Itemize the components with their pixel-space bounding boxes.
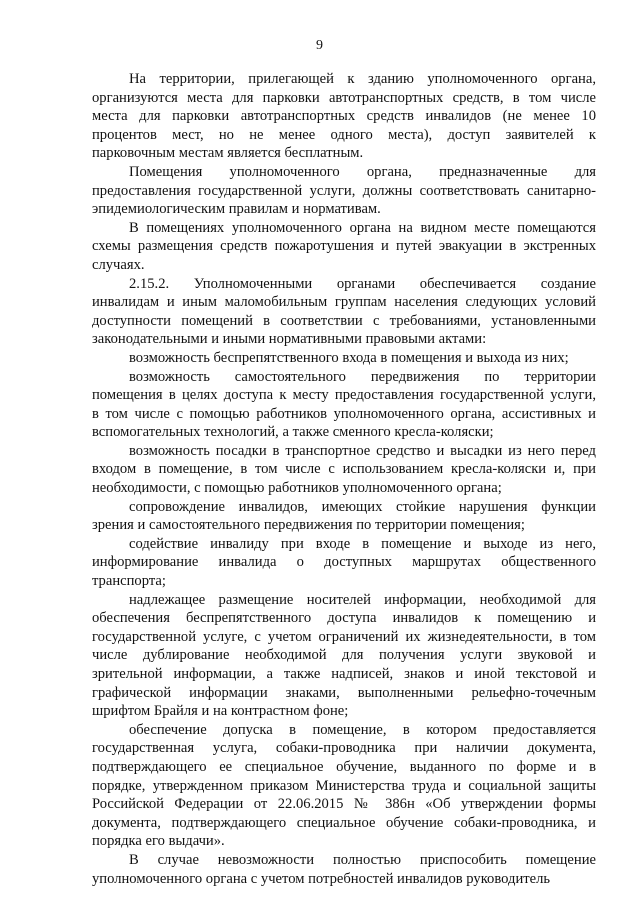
text-line-content: возможность беспрепятственного входа в помещения и выхода из них; [129, 349, 569, 366]
text-line [92, 405, 596, 424]
text-line [92, 237, 596, 256]
text-line [92, 814, 596, 833]
text-line [92, 423, 596, 442]
text-line-content: инвалидам и иным маломобильным группам населения следующих условий [92, 294, 596, 311]
text-line-content: необходимости, с помощью работников уполномоченного органа; [92, 480, 502, 497]
text-line [92, 312, 596, 331]
text-line-content: информирование инвалида о доступных маршрутах общественного [92, 554, 596, 571]
text-line [92, 144, 596, 163]
page-number: 9 [316, 38, 323, 53]
text-line [92, 665, 596, 684]
text-line [92, 293, 596, 312]
text-line-content: порядка его выдачи». [92, 833, 225, 850]
text-line [92, 702, 596, 721]
text-line [92, 832, 596, 851]
text-line [92, 256, 596, 275]
paragraph [92, 721, 596, 851]
text-line-content: числе дублирование необходимой для получения услуги звуковой и [92, 647, 596, 664]
text-line [92, 386, 596, 405]
text-line [92, 777, 596, 796]
text-line [92, 739, 596, 758]
text-line-content: государственная услуга, собаки-проводника при наличии документа, [92, 740, 596, 757]
text-line [92, 89, 596, 108]
text-line [92, 442, 596, 461]
text-line [92, 275, 596, 294]
text-line-content: 2.15.2. Уполномоченными органами обеспечивается создание [129, 275, 596, 292]
text-line-content: законодательными и иными нормативными правовыми актами: [92, 331, 487, 348]
text-line-content: помещения в целях доступа к месту предоставления государственной услуги, [92, 387, 596, 404]
text-line [92, 684, 596, 703]
text-line-content: документа, подтверждающего специальное обучение собаки-проводника, и [92, 814, 596, 831]
text-line-content: схемы размещения средств пожаротушения и путей эвакуации в экстренных [92, 238, 596, 255]
text-line-content: эпидемиологическим правилам и нормативам. [92, 201, 381, 218]
document-body [92, 70, 596, 888]
text-line [92, 591, 596, 610]
text-line-content: предоставления государственной услуги, должны соответствовать санитарно- [92, 182, 596, 199]
text-line-content: графической информации знаками, выполненными рельефно-точечным [92, 684, 596, 701]
paragraph [92, 70, 596, 163]
paragraph [92, 219, 596, 275]
text-line-content: входом в помещение, в том числе с использованием кресла-коляски и, при [92, 461, 596, 478]
paragraph [92, 163, 596, 219]
text-line [92, 349, 596, 368]
text-line-content: парковочным местам является бесплатным. [92, 145, 364, 162]
text-line-content: обеспечение допуска в помещение, в котором предоставляется [129, 721, 596, 738]
text-line-content: порядке, утвержденном приказом Министерства труда и социальной защиты [92, 777, 596, 794]
text-line [92, 758, 596, 777]
paragraph [92, 851, 596, 888]
text-line-content: В случае невозможности полностью приспособить помещение [129, 851, 596, 868]
text-line-content: подтверждающего ее специальное обучение, выданного по форме и в [92, 758, 596, 775]
text-line [92, 479, 596, 498]
paragraph [92, 591, 596, 721]
text-line-content: содействие инвалиду при входе в помещение и выходе из него, [129, 535, 596, 552]
text-line-content: в том числе с помощью работников уполномоченного органа, ассистивных и [92, 405, 596, 422]
text-line-content: Помещения уполномоченного органа, предназначенные для [129, 163, 596, 180]
paragraph [92, 275, 596, 349]
text-line [92, 182, 596, 201]
text-line [92, 330, 596, 349]
text-line [92, 498, 596, 517]
text-line [92, 851, 596, 870]
text-line-content: шрифтом Брайля и на контрастном фоне; [92, 703, 349, 720]
text-line [92, 646, 596, 665]
text-line [92, 70, 596, 89]
text-line-content: зрения и самостоятельного передвижения по территории помещения; [92, 517, 525, 534]
text-line [92, 163, 596, 182]
text-line-content: организуются места для парковки автотранспортных средств, в том числе [92, 89, 596, 106]
text-line-content: доступности помещений в соответствии с требованиями, установленными [92, 312, 596, 329]
text-line [92, 126, 596, 145]
text-line-content: возможность самостоятельного передвижения по территории [129, 368, 596, 385]
text-line [92, 721, 596, 740]
paragraph [92, 535, 596, 591]
text-line [92, 516, 596, 535]
text-line-content: уполномоченного органа с учетом потребностей инвалидов руководитель [92, 870, 551, 887]
text-line [92, 219, 596, 238]
paragraph [92, 442, 596, 498]
paragraph [92, 349, 596, 368]
text-line-content: На территории, прилегающей к зданию уполномоченного органа, [129, 71, 596, 87]
text-line [92, 107, 596, 126]
text-line-content: надлежащее размещение носителей информации, необходимой для [129, 591, 596, 608]
text-line [92, 609, 596, 628]
text-line [92, 572, 596, 591]
text-line-content: В помещениях уполномоченного органа на видном месте помещаются [129, 219, 596, 236]
text-line-content: случаях. [92, 256, 145, 273]
text-line-content: государственной услуге, с учетом ограничений их жизнедеятельности, в том [92, 628, 596, 645]
text-line-content: обеспечения беспрепятственного доступа инвалидов к помещению и [92, 610, 596, 627]
text-line [92, 553, 596, 572]
text-line-content: вспомогательных технологий, а также сменного кресла-коляски; [92, 424, 494, 441]
text-line-content: зрительной информации, а также надписей, знаков и иной текстовой и [92, 666, 596, 682]
text-line [92, 200, 596, 219]
text-line-content: транспорта; [92, 573, 166, 590]
text-line [92, 460, 596, 479]
text-line [92, 628, 596, 647]
text-line-content: места для парковки автотранспортных средств инвалидов (не менее 10 [92, 108, 596, 125]
text-line [92, 870, 596, 889]
paragraph [92, 498, 596, 535]
text-line [92, 535, 596, 554]
text-line-content: процентов мест, но не менее одного места), доступ заявителей к [92, 126, 596, 143]
text-line-content: Российской Федерации от 22.06.2015 № 386н «Об утверждении формы [92, 796, 596, 813]
text-line [92, 795, 596, 814]
text-line-content: сопровождение инвалидов, имеющих стойкие нарушения функции [129, 498, 596, 515]
text-line [92, 368, 596, 387]
text-line-content: возможность посадки в транспортное средство и высадки из него перед [129, 442, 596, 459]
paragraph [92, 368, 596, 442]
